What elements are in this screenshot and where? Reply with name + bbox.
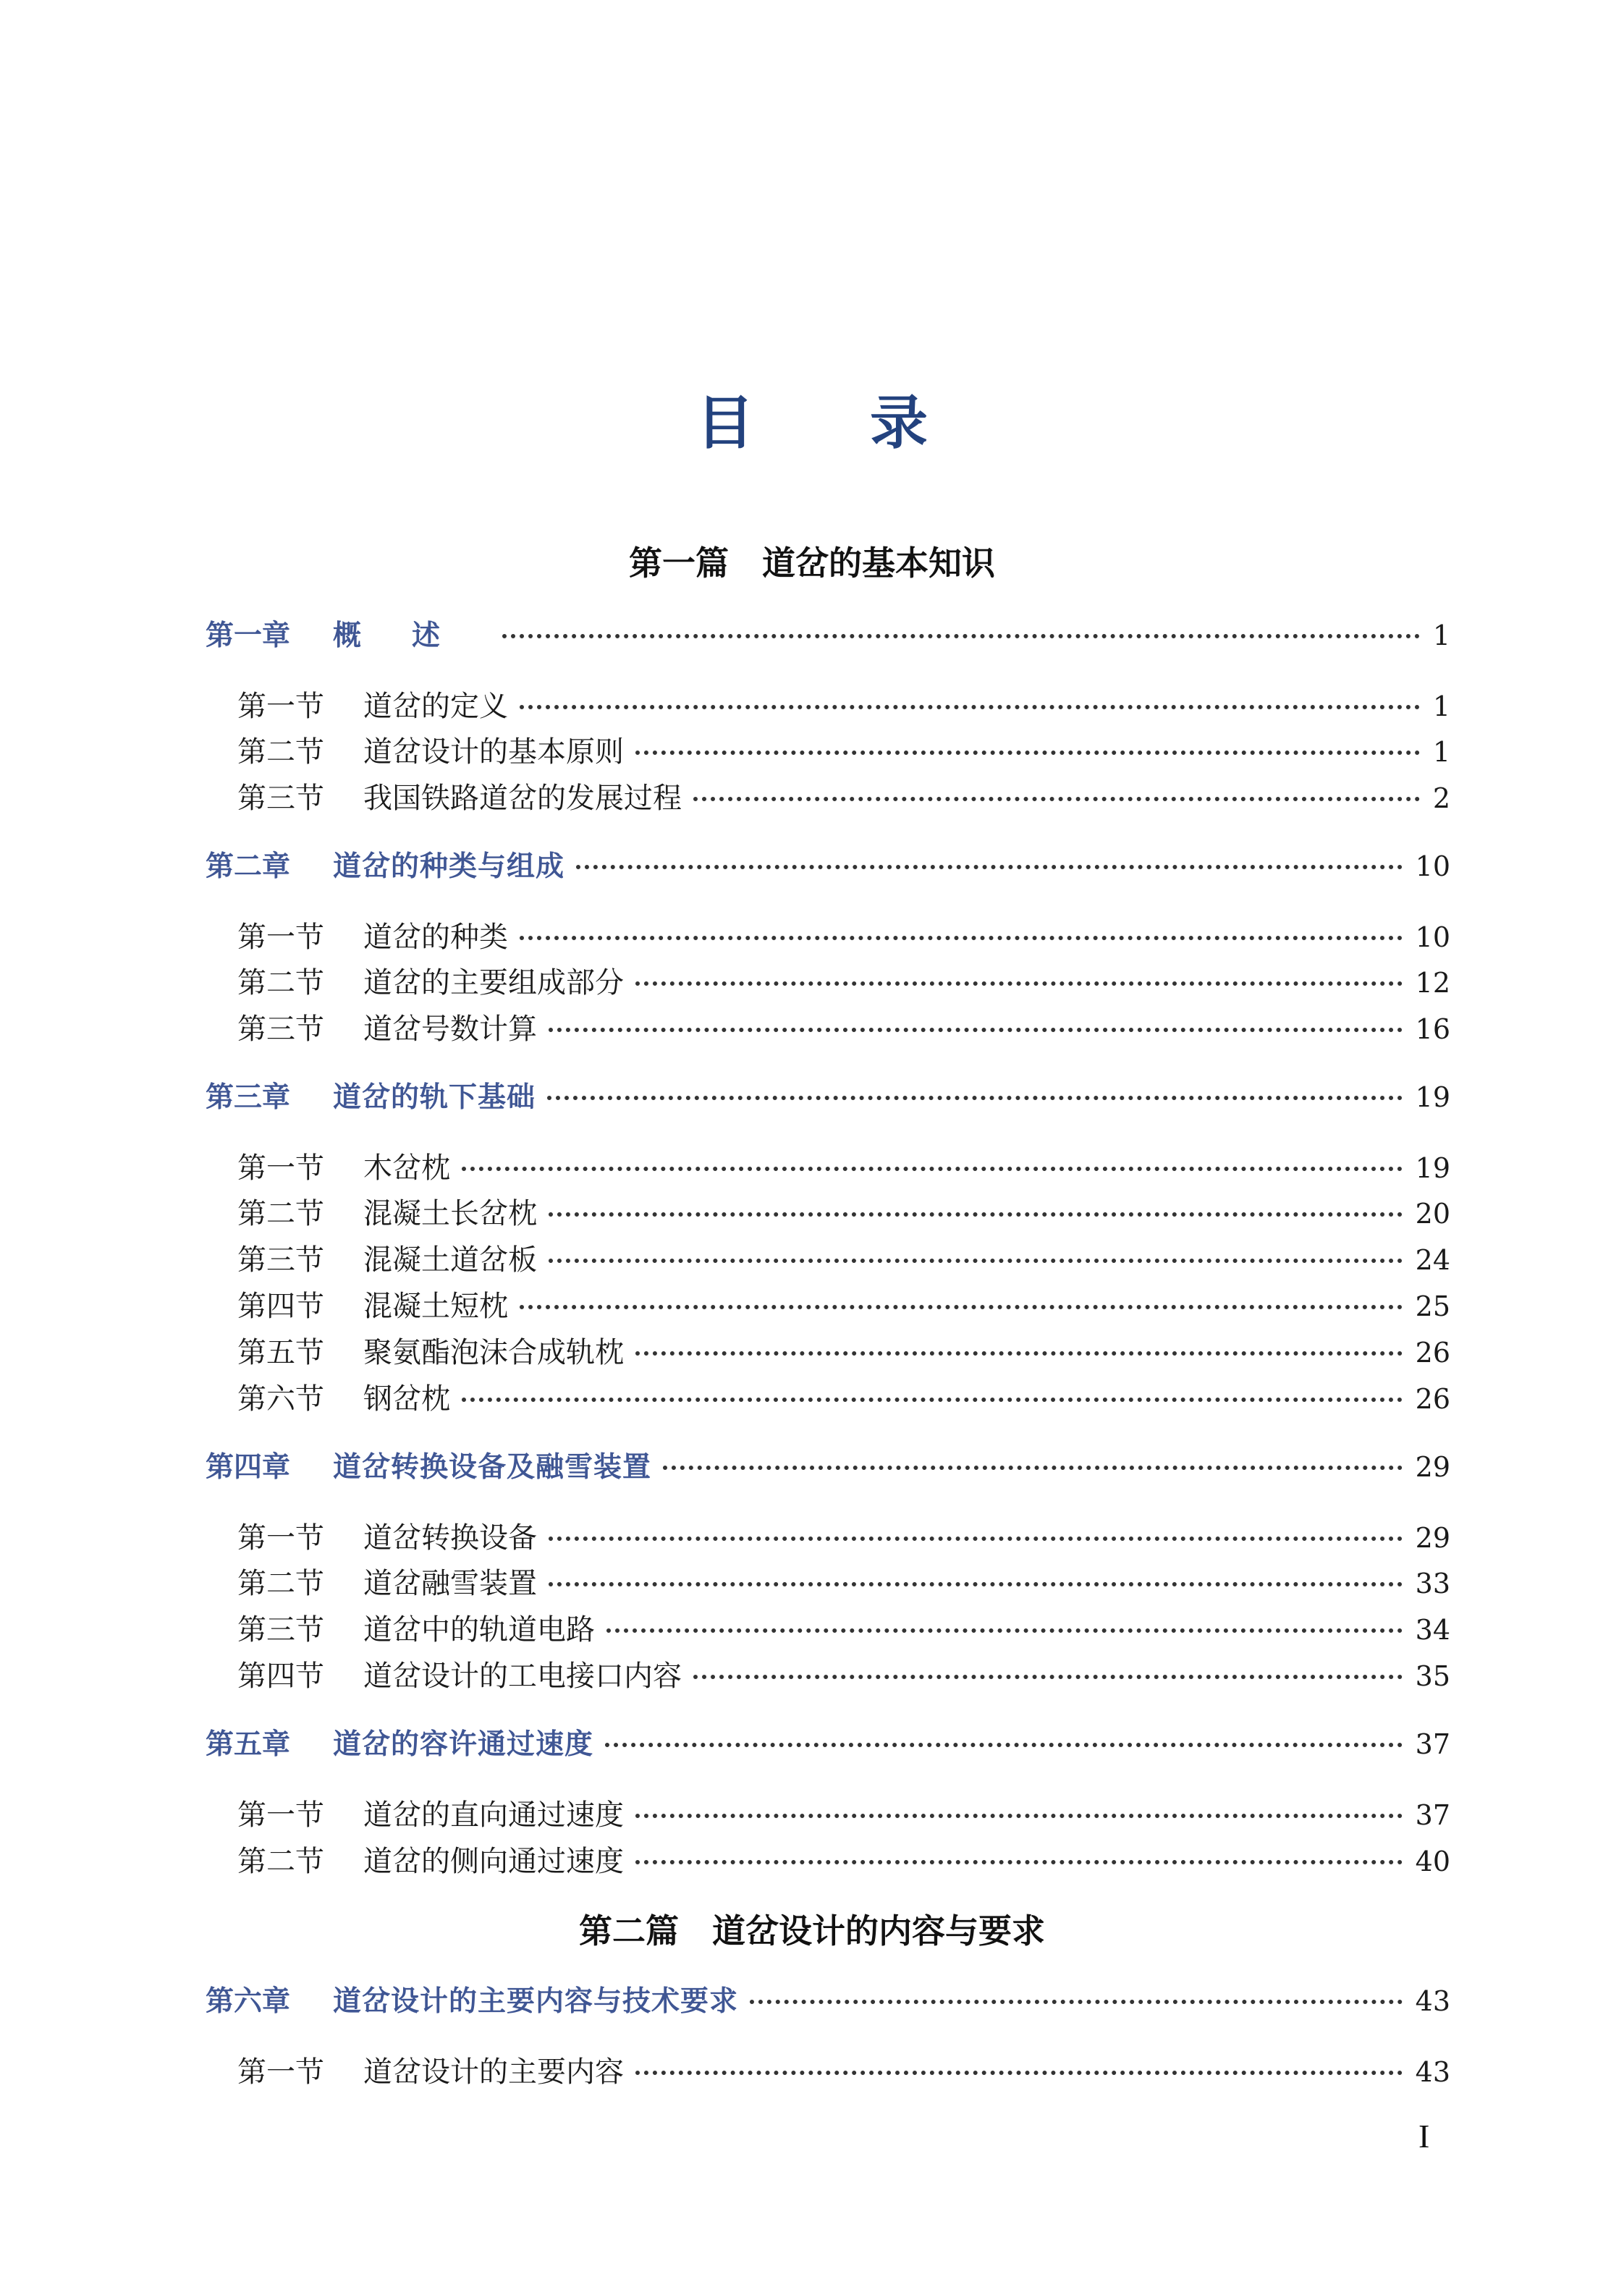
toc-section-1-1[interactable] — [237, 685, 1450, 728]
dot-leader — [635, 751, 1420, 755]
toc-section-3-4[interactable] — [237, 1285, 1450, 1328]
toc-section-1-3[interactable] — [237, 777, 1450, 820]
chapter-number: 第五章 — [206, 1728, 291, 1761]
section-title: 道岔的主要组成部分 — [363, 966, 624, 999]
section-number: 第二节 — [237, 1197, 324, 1230]
page-number: 33 — [1415, 1568, 1450, 1599]
dot-leader — [549, 1212, 1403, 1217]
section-title: 道岔中的轨道电路 — [363, 1613, 595, 1647]
chapter-number: 第三章 — [206, 1081, 291, 1114]
part-label: 第二篇 — [579, 1911, 679, 1950]
dot-leader — [520, 1305, 1403, 1309]
page-number: 16 — [1415, 1013, 1450, 1045]
chapter-title: 道岔转换设备及融雪装置 — [333, 1451, 652, 1484]
chapter-number: 第一章 — [206, 620, 291, 652]
page-number: 10 — [1415, 850, 1450, 882]
page-number: 24 — [1415, 1244, 1450, 1276]
section-title: 道岔融雪装置 — [363, 1567, 537, 1600]
toc-section-4-4[interactable] — [237, 1654, 1450, 1698]
section-title: 混凝土长岔枕 — [363, 1197, 537, 1230]
toc-section-6-1[interactable] — [237, 2050, 1450, 2094]
dot-leader — [750, 2000, 1403, 2004]
dot-leader — [549, 1537, 1403, 1541]
section-number: 第一节 — [237, 2055, 324, 2089]
dot-leader — [635, 981, 1403, 986]
part-name: 道岔设计的内容与要求 — [712, 1911, 1045, 1950]
section-title: 道岔的种类 — [363, 921, 508, 954]
dot-leader — [605, 1743, 1403, 1747]
toc-section-4-1[interactable] — [237, 1516, 1450, 1560]
toc-chapter-6[interactable] — [206, 1979, 1450, 2023]
chapter-title: 道岔的轨下基础 — [333, 1081, 536, 1114]
section-number: 第一节 — [237, 1521, 324, 1555]
section-title: 道岔转换设备 — [363, 1521, 537, 1555]
dot-leader — [663, 1466, 1403, 1470]
page-number: 43 — [1415, 1985, 1450, 2017]
page-number: 1 — [1432, 620, 1450, 651]
section-number: 第一节 — [237, 1799, 324, 1832]
page-number: 12 — [1415, 967, 1450, 999]
section-number: 第二节 — [237, 1567, 324, 1600]
chapter-title: 概述 — [333, 620, 491, 652]
section-title: 道岔设计的基本原则 — [363, 735, 624, 769]
toc-section-3-5[interactable] — [237, 1331, 1450, 1374]
dot-leader — [549, 1259, 1403, 1263]
toc-section-2-3[interactable] — [237, 1007, 1450, 1051]
dot-leader — [693, 1675, 1403, 1679]
page-number: 29 — [1415, 1522, 1450, 1554]
page-number: 2 — [1432, 782, 1450, 814]
toc-section-4-2[interactable] — [237, 1562, 1450, 1605]
page-number: 37 — [1415, 1799, 1450, 1831]
section-number: 第一节 — [237, 921, 324, 954]
toc-section-3-1[interactable] — [237, 1146, 1450, 1190]
dot-leader — [547, 1096, 1403, 1100]
page-number: 29 — [1415, 1451, 1450, 1483]
chapter-title: 道岔的容许通过速度 — [333, 1728, 594, 1761]
dot-leader — [520, 936, 1403, 940]
toc-section-3-3[interactable] — [237, 1238, 1450, 1282]
toc-section-3-2[interactable] — [237, 1192, 1450, 1235]
section-number: 第三节 — [237, 1243, 324, 1277]
page-number: 19 — [1415, 1081, 1450, 1113]
dot-leader — [520, 705, 1420, 709]
toc-chapter-3[interactable] — [206, 1075, 1450, 1119]
section-number: 第六节 — [237, 1382, 324, 1416]
dot-leader — [549, 1028, 1403, 1032]
page-folio: I — [1418, 2118, 1430, 2155]
page-number: 25 — [1415, 1290, 1450, 1322]
dot-leader — [635, 1351, 1403, 1356]
section-number: 第四节 — [237, 1290, 324, 1323]
section-title: 道岔的直向通过速度 — [363, 1799, 624, 1832]
toc-chapter-2[interactable] — [206, 845, 1450, 888]
page-number: 10 — [1415, 921, 1450, 953]
chapter-title: 道岔设计的主要内容与技术要求 — [333, 1985, 739, 2018]
section-number: 第一节 — [237, 690, 324, 723]
section-number: 第一节 — [237, 1151, 324, 1185]
section-title: 混凝土短枕 — [363, 1290, 508, 1323]
dot-leader — [462, 1167, 1403, 1171]
section-number: 第三节 — [237, 1013, 324, 1046]
dot-leader — [576, 865, 1403, 869]
page-number: 35 — [1415, 1660, 1450, 1692]
toc-section-1-2[interactable] — [237, 730, 1450, 774]
chapter-title: 道岔的种类与组成 — [333, 850, 565, 883]
section-title: 道岔设计的工电接口内容 — [363, 1660, 682, 1693]
dot-leader — [502, 634, 1420, 638]
toc-section-2-1[interactable] — [237, 916, 1450, 959]
part-label: 第一篇 — [629, 544, 729, 583]
toc-chapter-5[interactable] — [206, 1723, 1450, 1766]
dot-leader — [635, 1814, 1403, 1818]
toc-section-5-2[interactable] — [237, 1840, 1450, 1883]
page-number: 1 — [1432, 690, 1450, 722]
part-heading-2 — [0, 1905, 1624, 1953]
page-number: 40 — [1415, 1846, 1450, 1877]
toc-chapter-4[interactable] — [206, 1445, 1450, 1489]
page-number: 26 — [1415, 1337, 1450, 1369]
dot-leader — [635, 1860, 1403, 1864]
page-number: 37 — [1415, 1728, 1450, 1760]
chapter-number: 第六章 — [206, 1985, 291, 2018]
dot-leader — [462, 1398, 1403, 1402]
page-number: 34 — [1415, 1614, 1450, 1646]
part-name: 道岔的基本知识 — [762, 544, 995, 583]
section-title: 道岔的定义 — [363, 690, 508, 723]
dot-leader — [606, 1628, 1403, 1633]
section-title: 道岔号数计算 — [363, 1013, 537, 1046]
section-title: 道岔设计的主要内容 — [363, 2055, 624, 2089]
dot-leader — [635, 2071, 1403, 2075]
section-number: 第三节 — [237, 782, 324, 815]
toc-section-2-2[interactable] — [237, 961, 1450, 1005]
section-number: 第三节 — [237, 1613, 324, 1647]
section-title: 混凝土道岔板 — [363, 1243, 537, 1277]
section-title: 我国铁路道岔的发展过程 — [363, 782, 682, 815]
toc-section-5-1[interactable] — [237, 1793, 1450, 1837]
page-number: 20 — [1415, 1198, 1450, 1230]
page-number: 1 — [1432, 736, 1450, 768]
section-number: 第二节 — [237, 966, 324, 999]
section-title: 道岔的侧向通过速度 — [363, 1845, 624, 1878]
part-heading-1 — [0, 537, 1624, 585]
section-number: 第二节 — [237, 1845, 324, 1878]
section-title: 木岔枕 — [363, 1151, 450, 1185]
page-number: 43 — [1415, 2056, 1450, 2088]
page-number: 19 — [1415, 1152, 1450, 1184]
chapter-number: 第二章 — [206, 850, 291, 883]
page-title: 目录 — [696, 389, 1044, 457]
section-number: 第五节 — [237, 1336, 324, 1369]
section-number: 第四节 — [237, 1660, 324, 1693]
section-title: 聚氨酯泡沫合成轨枕 — [363, 1336, 624, 1369]
page-number: 26 — [1415, 1383, 1450, 1415]
dot-leader — [693, 797, 1420, 801]
toc-section-3-6[interactable] — [237, 1377, 1450, 1421]
dot-leader — [549, 1582, 1403, 1586]
chapter-number: 第四章 — [206, 1451, 291, 1484]
section-number: 第二节 — [237, 735, 324, 769]
section-title: 钢岔枕 — [363, 1382, 450, 1416]
toc-section-4-3[interactable] — [237, 1608, 1450, 1652]
toc-chapter-1[interactable] — [206, 614, 1450, 657]
